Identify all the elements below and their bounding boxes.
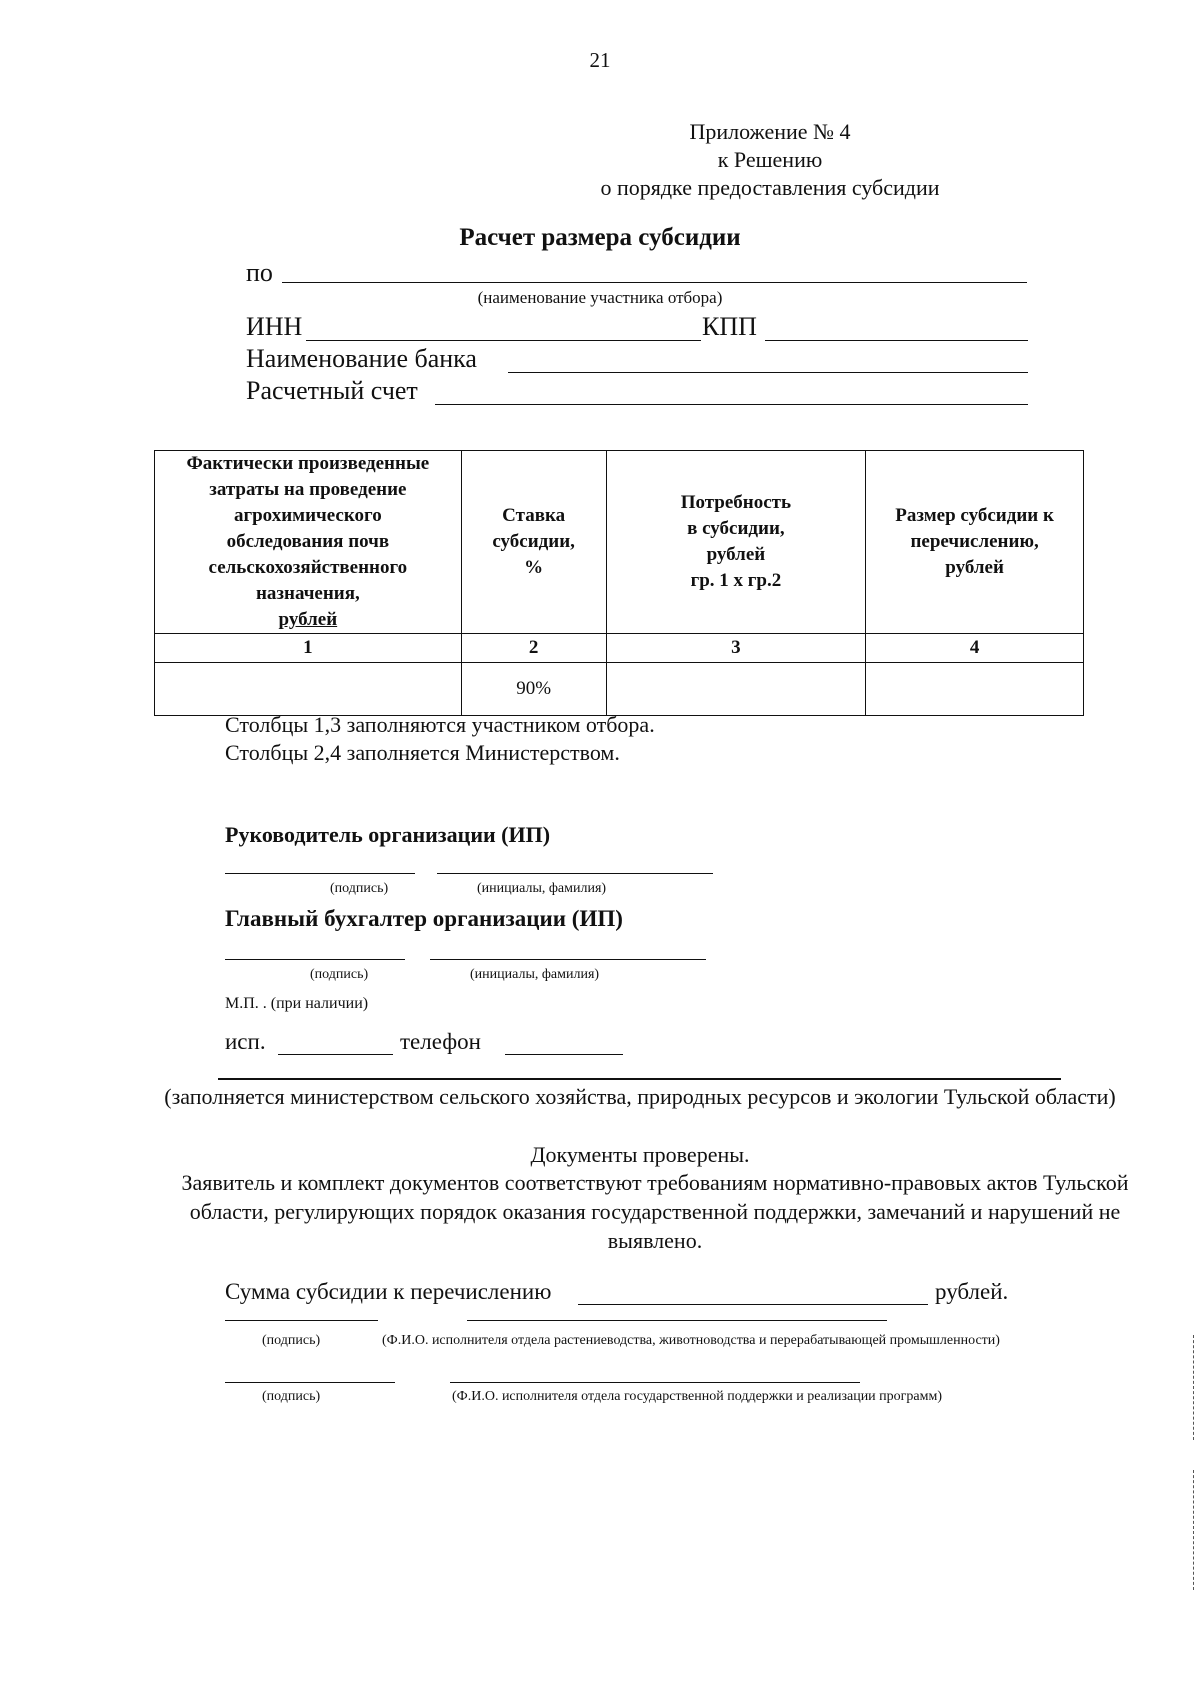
header-rate: Ставка субсидии, % [461,451,606,634]
ministry-signature-caption-1: (подпись) [262,1333,321,1348]
accountant-signature-line[interactable] [225,959,405,960]
header-costs: Фактически произведенные затраты на проведение агрохимического обследования почв сельскохозяйственного назначения, рублей [155,451,462,634]
page-number: 21 [589,48,611,72]
phone-line[interactable] [505,1054,623,1055]
appendix-line-3: о порядке предоставления субсидии [600,175,940,200]
column-number: 2 [461,634,606,663]
sum-line[interactable] [578,1304,928,1305]
need-cell[interactable] [606,663,866,716]
head-name-caption: (инициалы, фамилия) [477,881,607,896]
executor-name-line-2[interactable] [450,1382,860,1383]
column-number: 1 [155,634,462,663]
appendix-line-1: Приложение № 4 [689,119,851,144]
scan-edge-mark [1193,1470,1194,1590]
sum-unit: рублей. [935,1279,1009,1304]
column-number: 4 [866,634,1084,663]
executor-caption-2: (Ф.И.О. исполнителя отдела государственной поддержки и реализации программ) [452,1389,943,1404]
po-label: по [246,258,273,287]
header-amount: Размер субсидии к перечислению, рублей [866,451,1084,634]
document-title: Расчет размера субсидии [459,224,741,251]
head-signature-caption: (подпись) [330,881,389,896]
column-number: 3 [606,634,866,663]
inn-label: ИНН [246,312,303,341]
ministry-conclusion: Заявитель и комплект документов соответствуют требованиям нормативно-правовых актов Тульской области, регулирующих порядок оказания государственной поддержки, замечаний и нарушений не выявлено. [181,1170,1129,1253]
executor-caption-1: (Ф.И.О. исполнителя отдела растениеводства, животноводства и перерабатывающей промышленности) [382,1333,1000,1348]
isp-label: исп. [225,1029,266,1054]
participant-line[interactable] [282,282,1027,283]
sum-label: Сумма субсидии к перечислению [225,1279,552,1304]
phone-label: телефон [400,1029,481,1054]
inn-line[interactable] [306,340,701,341]
account-line[interactable] [435,404,1028,405]
scan-edge-mark [1193,1335,1194,1440]
participant-caption: (наименование участника отбора) [477,288,723,307]
stamp-note: М.П. . (при наличии) [225,995,369,1012]
head-signature-line[interactable] [225,873,415,874]
account-label: Расчетный счет [246,376,418,405]
note-line-1: Столбцы 1,3 заполняются участником отбора. [225,712,655,737]
accountant-name-caption: (инициалы, фамилия) [470,967,600,982]
section-divider [218,1078,1061,1080]
ministry-signature-caption-2: (подпись) [262,1389,321,1404]
executor-name-line-1[interactable] [467,1320,887,1321]
documents-checked: Документы проверены. [530,1142,750,1167]
accountant-title: Главный бухгалтер организации (ИП) [225,906,623,931]
head-title: Руководитель организации (ИП) [225,822,551,847]
header-need: Потребность в субсидии, рублей гр. 1 х гр.2 [606,451,866,634]
costs-cell[interactable] [155,663,462,716]
head-name-line[interactable] [437,873,713,874]
isp-line[interactable] [278,1054,393,1055]
ministry-caption: (заполняется министерством сельского хозяйства, природных ресурсов и экологии Тульской области) [164,1084,1116,1109]
note-line-2: Столбцы 2,4 заполняется Министерством. [225,740,620,765]
kpp-label: КПП [702,312,757,341]
accountant-name-line[interactable] [430,959,706,960]
ministry-signature-line-2[interactable] [225,1382,395,1383]
rate-cell: 90% [461,663,606,716]
accountant-signature-caption: (подпись) [310,967,369,982]
kpp-line[interactable] [765,340,1028,341]
bank-line[interactable] [508,372,1028,373]
appendix-line-2: к Решению [717,147,823,172]
ministry-signature-line-1[interactable] [225,1320,378,1321]
amount-cell[interactable] [866,663,1084,716]
bank-label: Наименование банка [246,344,477,373]
subsidy-table [154,450,1084,716]
